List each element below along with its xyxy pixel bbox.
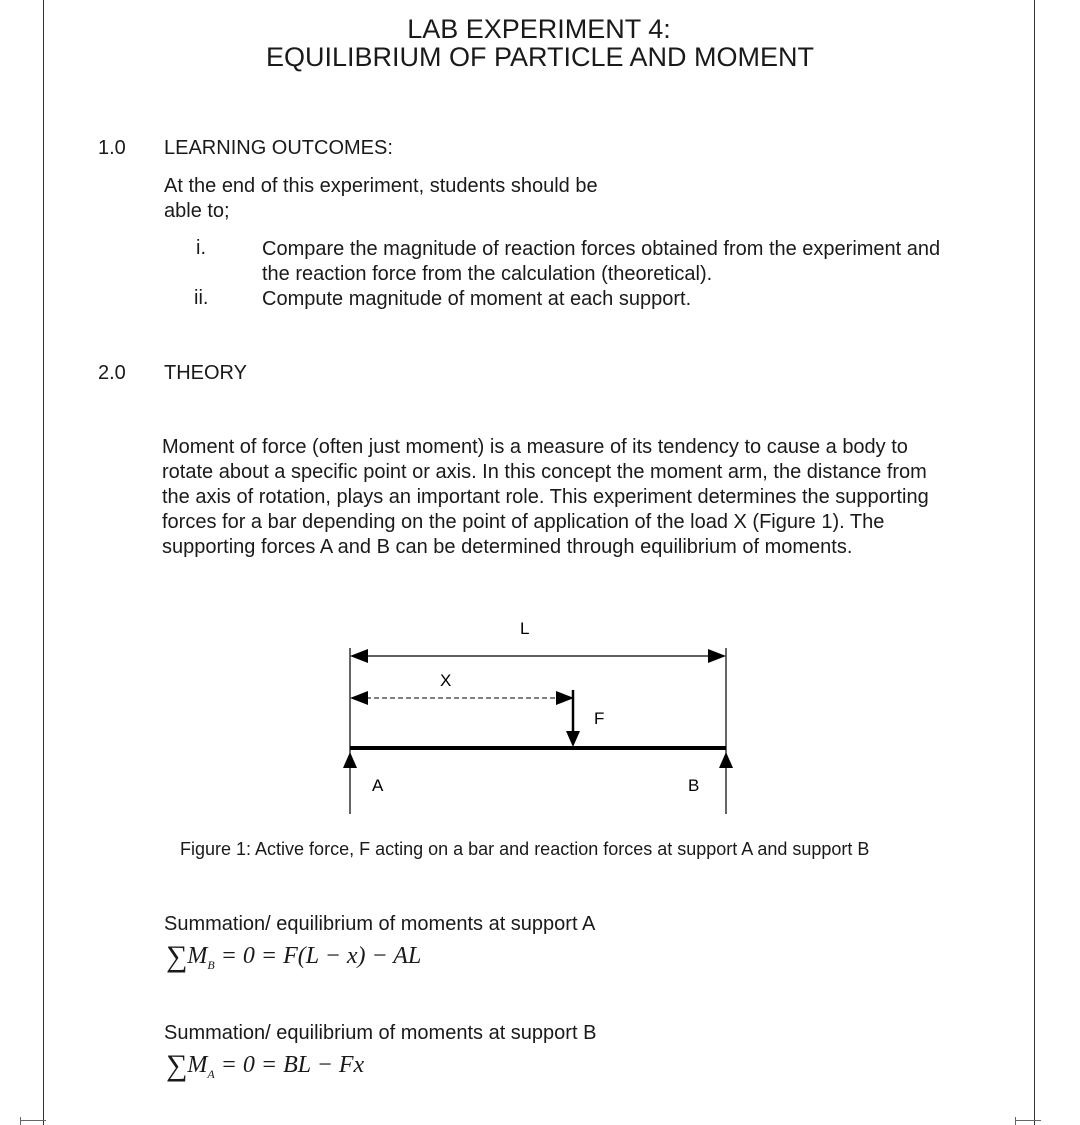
section2-heading: THEORY [164,362,247,384]
equation1 [166,940,421,974]
equation1-caption: Summation/ equilibrium of moments at support A [164,913,596,935]
equation2-sigma: ∑ [166,1049,188,1082]
section1-number: 1.0 [98,137,126,159]
theory-line-2: rotate about a specific point or axis. In this concept the moment arm, the distance from [162,461,927,483]
equation1-sigma: ∑ [166,940,188,973]
outcome-marker-1: i. [196,237,206,259]
label-F: F [594,709,605,728]
section1-heading: LEARNING OUTCOMES: [164,137,393,159]
outcome-item-2: Compute magnitude of moment at each support. [262,288,692,310]
section1-intro-line2: able to; [164,200,230,222]
label-A: A [372,776,384,795]
outcome-item-1-line2: the reaction force from the calculation (theoretical). [262,263,713,285]
theory-line-3: the axis of rotation, plays an important role. This experiment determines the supporting [162,486,929,508]
document-title-line1: LAB EXPERIMENT 4: [407,14,671,44]
equation1-rest: = 0 = F(L − x) − AL [214,943,422,969]
label-L: L [520,619,530,638]
equation1-subscript: B [207,957,215,972]
dimension-L-arrow-right [708,649,726,663]
dimension-X-arrow-left [350,691,368,705]
page-corner-mark-left [20,1120,46,1121]
force-F-arrowhead [566,731,580,747]
page-border-right [1034,0,1035,1125]
theory-line-5: supporting forces A and B can be determined through equilibrium of moments. [162,536,853,558]
theory-paragraph [162,435,929,560]
outcome-marker-2: ii. [194,287,209,309]
dimension-X-arrow-right [556,691,574,705]
beam-bar [350,746,726,750]
equation2 [166,1049,364,1083]
reaction-A-arrowhead [343,752,357,768]
equation1-moment: M [187,943,208,969]
page-corner-tick-right [1015,1117,1016,1125]
equation2-moment: M [187,1052,208,1078]
outcome-item-1 [262,237,940,287]
theory-line-4: forces for a bar depending on the point of application of the load X (Figure 1). The [162,511,885,533]
dimension-L-arrow-left [350,649,368,663]
label-B: B [688,776,700,795]
theory-line-1: Moment of force (often just moment) is a measure of its tendency to cause a body to [162,436,908,458]
page-corner-tick-left [20,1117,21,1125]
equation2-rest: = 0 = BL − Fx [214,1052,365,1078]
label-X: X [440,671,452,690]
outcome-item-1-line1: Compare the magnitude of reaction forces obtained from the experiment and [262,238,941,260]
equation2-subscript: A [207,1066,215,1081]
equation2-caption: Summation/ equilibrium of moments at support B [164,1022,597,1044]
section1-intro-line1: At the end of this experiment, students should be [164,175,598,197]
beam-diagram [330,610,750,820]
document-title-line2: EQUILIBRIUM OF PARTICLE AND MOMENT [265,42,815,72]
section1-intro [164,174,598,224]
section2-number: 2.0 [98,362,126,384]
page-border-left [43,0,44,1125]
page-corner-mark-right [1015,1120,1041,1121]
figure-caption: Figure 1: Active force, F acting on a bar and reaction forces at support A and support B [180,839,870,859]
reaction-B-arrowhead [719,752,733,768]
